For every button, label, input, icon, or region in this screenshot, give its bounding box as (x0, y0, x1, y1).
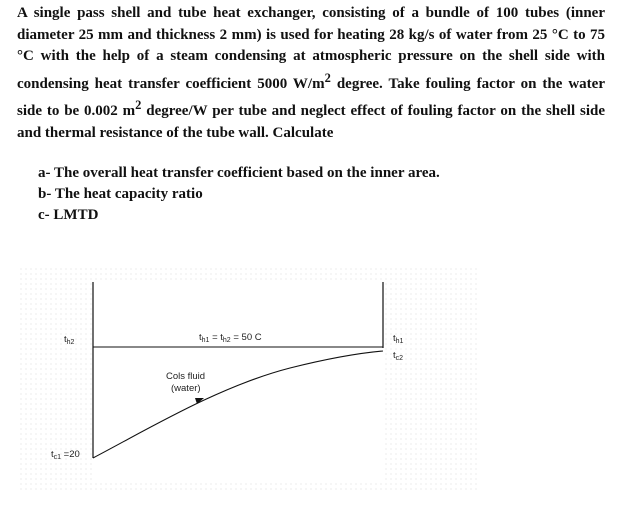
problem-text-2: degree. Take fouling factor on the water side to be 0.002 m (17, 75, 605, 120)
diagram-svg (0, 258, 624, 517)
temperature-profile-diagram (0, 258, 624, 517)
label-tc1: $t_{c1} =20$ (51, 449, 80, 461)
question-list (38, 163, 440, 226)
plot-area (93, 282, 383, 482)
question-b: b- The heat capacity ratio (38, 186, 203, 202)
superscript-2: 2 (135, 98, 142, 113)
problem-statement (17, 3, 605, 145)
label-water: (water) (171, 383, 201, 394)
question-c: c- LMTD (38, 207, 99, 223)
label-th1: $t_{h1}$ (393, 333, 404, 345)
question-a: a- The overall heat transfer coefficient based on the inner area. (38, 165, 440, 181)
problem-text-3: degree/W per tube and neglect effect of fouling factor on the shell side and thermal resistance of the tube wall. Calculate (17, 103, 605, 141)
label-th2: $t_{h2}$ (64, 334, 75, 346)
label-cold-fluid: Cols fluid (166, 371, 206, 382)
label-tc2: $t_{c2}$ (393, 350, 404, 362)
superscript-2: 2 (324, 70, 331, 85)
problem-text-1: A single pass shell and tube heat exchanger, consisting of a bundle of 100 tubes (inner diameter 25 mm and thickness 2 mm) is used for heating 28 kg/s of water from 25 °C to 75 °C with the help of a steam condensing at atmospheric pressure on the shell side with condensing heat transfer coefficient 5000 W/m (17, 5, 605, 92)
label-th-equal: $t_{h1} = t_{h2} = 50$ C (199, 332, 262, 344)
